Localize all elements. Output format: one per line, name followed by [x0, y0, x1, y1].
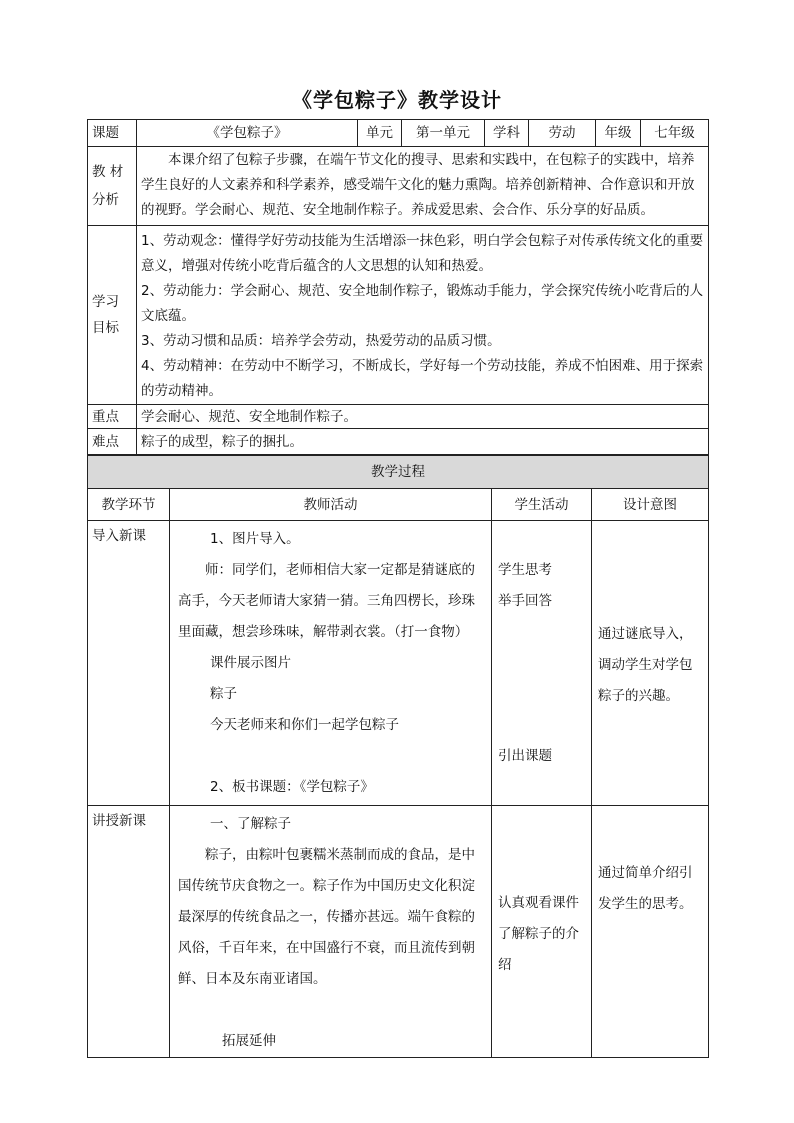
student-activity-cell: [492, 521, 592, 806]
teacher-line: 粽子: [210, 686, 237, 702]
difficulty-label: 难点: [88, 429, 137, 455]
topic-value: 《学包粽子》: [137, 120, 358, 147]
student-line: 学生思考: [498, 562, 552, 578]
difficulty-text: 粽子的成型，粽子的捆扎。: [137, 429, 709, 455]
document-title: 《学包粽子》教学设计: [292, 88, 502, 112]
unit-label: 单元: [358, 120, 402, 147]
subject-label: 学科: [485, 120, 529, 147]
key-point-label: 重点: [88, 405, 137, 429]
process-table: [87, 455, 709, 1058]
student-activity-cell: [492, 806, 592, 1058]
info-table: [87, 119, 709, 455]
student-line: 认真观看课件了解粽子的介绍: [498, 895, 579, 973]
teacher-line: 今天老师来和你们一起学包粽子: [210, 717, 399, 733]
teacher-line: 师：同学们，老师相信大家一定都是猜谜底的高手，今天老师请大家猜一猜。三角四楞长，珍珠里面藏，想尝珍珠味，解带剥衣裳。（打一食物）: [178, 562, 475, 640]
col-student-header: 学生活动: [492, 489, 592, 521]
col-teacher-header: 教师活动: [170, 489, 492, 521]
grade-label: 年级: [596, 120, 641, 147]
col-intent-header: 设计意图: [592, 489, 709, 521]
goals-label-line2: 目标: [92, 320, 119, 336]
goal-item: 1、劳动观念：懂得学好劳动技能为生活增添一抹色彩，明白学会包粽子对传承传统文化的重要意义，增强对传统小吃背后蕴含的人文思想的认知和热爱。: [141, 233, 704, 274]
col-stage-header: 教学环节: [88, 489, 170, 521]
subject-value: 劳动: [529, 120, 596, 147]
table-row: [88, 806, 709, 1058]
stage-cell: 导入新课: [88, 521, 170, 806]
teacher-line: 课件展示图片: [210, 655, 291, 671]
analysis-label: [88, 147, 137, 226]
teacher-line: 一、了解粽子: [210, 816, 291, 832]
goals-label-line1: 学习: [92, 294, 119, 310]
teacher-line: 拓展延伸: [222, 1033, 276, 1049]
intent-cell: [592, 806, 709, 1058]
process-heading: 教学过程: [88, 456, 709, 489]
teacher-activity-cell: [170, 806, 492, 1058]
stage-cell: 讲授新课: [88, 806, 170, 1058]
teacher-line: 2、板书课题：《学包粽子》: [210, 779, 374, 795]
analysis-label-line2: 分析: [92, 192, 119, 208]
key-point-text: 学会耐心、规范、安全地制作粽子。: [137, 405, 709, 429]
grade-value: 七年级: [641, 120, 709, 147]
goals-list: [137, 226, 709, 405]
teacher-line: 粽子，由粽叶包裹糯米蒸制而成的食品，是中国传统节庆食物之一。粽子作为中国历史文化积淀最深厚的传统食品之一，传播亦甚远。端午食粽的风俗，千百年来，在中国盛行不衰，而且流传到朝鲜、日本及东南亚诸国。: [178, 847, 475, 987]
goal-item: 2、劳动能力：学会耐心、规范、安全地制作粽子，锻炼动手能力，学会探究传统小吃背后的人文底蕴。: [141, 283, 704, 324]
goal-item: 4、劳动精神：在劳动中不断学习，不断成长，学好每一个劳动技能，养成不怕困难、用于探索的劳动精神。: [141, 358, 704, 399]
teacher-line: 1、图片导入。: [210, 531, 300, 547]
intent-text: 通过谜底导入，调动学生对学包粽子的兴趣。: [598, 626, 693, 704]
analysis-text-cell: [137, 147, 709, 226]
student-line: 举手回答: [498, 593, 552, 609]
topic-label: 课题: [88, 120, 137, 147]
student-line: 引出课题: [498, 748, 552, 764]
unit-value: 第一单元: [402, 120, 485, 147]
goals-label: [88, 226, 137, 405]
table-row: [88, 521, 709, 806]
goal-item: 3、劳动习惯和品质：培养学会劳动，热爱劳动的品质习惯。: [141, 333, 501, 349]
analysis-text: 本课介绍了包粽子步骤，在端午节文化的搜寻、思索和实践中，在包粽子的实践中，培养学生良好的人文素养和科学素养，感受端午文化的魅力熏陶。培养创新精神、合作意识和开放的视野。学会耐心、规范、安全地制作粽子。养成爱思索、会合作、乐分享的好品质。: [141, 152, 695, 218]
intent-cell: [592, 521, 709, 806]
analysis-label-line1: 教 材: [92, 164, 124, 180]
teacher-activity-cell: [170, 521, 492, 806]
intent-text: 通过简单介绍引发学生的思考。: [598, 865, 693, 912]
